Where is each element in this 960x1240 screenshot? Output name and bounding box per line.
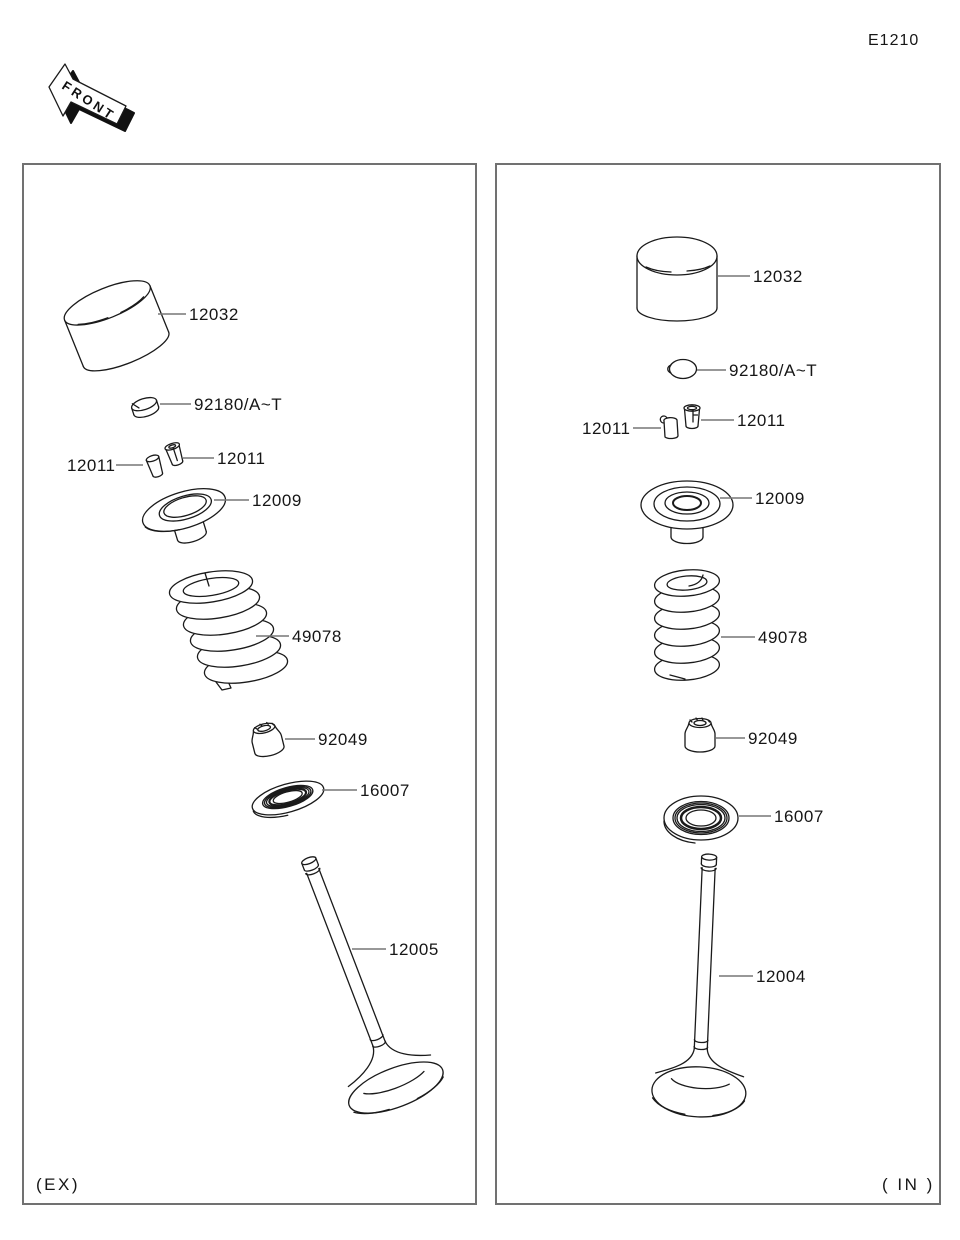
ex-shim-label: 92180/A~T bbox=[194, 395, 283, 414]
in-retainer-drawing bbox=[641, 481, 733, 544]
ex-cotter-left-label: 12011 bbox=[67, 456, 116, 475]
front-arrow-label: FRONT bbox=[59, 77, 119, 124]
ex-valve-label: 12005 bbox=[389, 940, 439, 959]
intake-panel bbox=[496, 164, 940, 1204]
ex-retainer-label: 12009 bbox=[252, 491, 302, 510]
ex-spring-seat-drawing bbox=[249, 774, 329, 824]
ex-seal-drawing bbox=[248, 720, 285, 759]
in-panel-tag: ( IN ) bbox=[882, 1175, 935, 1194]
in-shim-drawing bbox=[668, 360, 697, 379]
in-seal-drawing bbox=[685, 718, 715, 752]
ex-shim-drawing bbox=[130, 395, 160, 420]
ex-panel-tag: (EX) bbox=[36, 1175, 80, 1194]
in-seal-label: 92049 bbox=[748, 729, 798, 748]
in-cotter-left-label: 12011 bbox=[582, 419, 631, 438]
ex-valve-drawing bbox=[261, 840, 450, 1124]
in-spring-drawing bbox=[653, 567, 720, 683]
ex-cotter-right-drawing bbox=[164, 441, 185, 467]
ex-cotter-right-label: 12011 bbox=[217, 449, 266, 468]
in-tappet-drawing bbox=[637, 237, 717, 321]
ex-tappet-drawing bbox=[59, 272, 174, 380]
in-cotter-left-drawing bbox=[660, 416, 678, 439]
in-valve-label: 12004 bbox=[756, 967, 806, 986]
in-spring-seat-drawing bbox=[664, 796, 738, 843]
in-tappet-label: 12032 bbox=[753, 267, 803, 286]
ex-retainer-drawing bbox=[138, 480, 235, 554]
ex-spring-drawing bbox=[167, 566, 290, 690]
in-valve-drawing bbox=[651, 852, 756, 1119]
in-shim-label: 92180/A~T bbox=[729, 361, 818, 380]
exhaust-panel bbox=[23, 164, 476, 1204]
in-spring-label: 49078 bbox=[758, 628, 808, 647]
ex-tappet-label: 12032 bbox=[189, 305, 239, 324]
front-arrow bbox=[49, 64, 134, 131]
in-cotter-right-label: 12011 bbox=[737, 411, 786, 430]
intake-panel-border bbox=[496, 164, 940, 1204]
in-cotter-right-drawing bbox=[684, 405, 700, 429]
in-spring-seat-label: 16007 bbox=[774, 807, 824, 826]
ex-spring-label: 49078 bbox=[292, 627, 342, 646]
page-code: E1210 bbox=[868, 32, 920, 49]
ex-seal-label: 92049 bbox=[318, 730, 368, 749]
ex-cotter-left-drawing bbox=[145, 454, 164, 479]
ex-spring-seat-label: 16007 bbox=[360, 781, 410, 800]
in-retainer-label: 12009 bbox=[755, 489, 805, 508]
